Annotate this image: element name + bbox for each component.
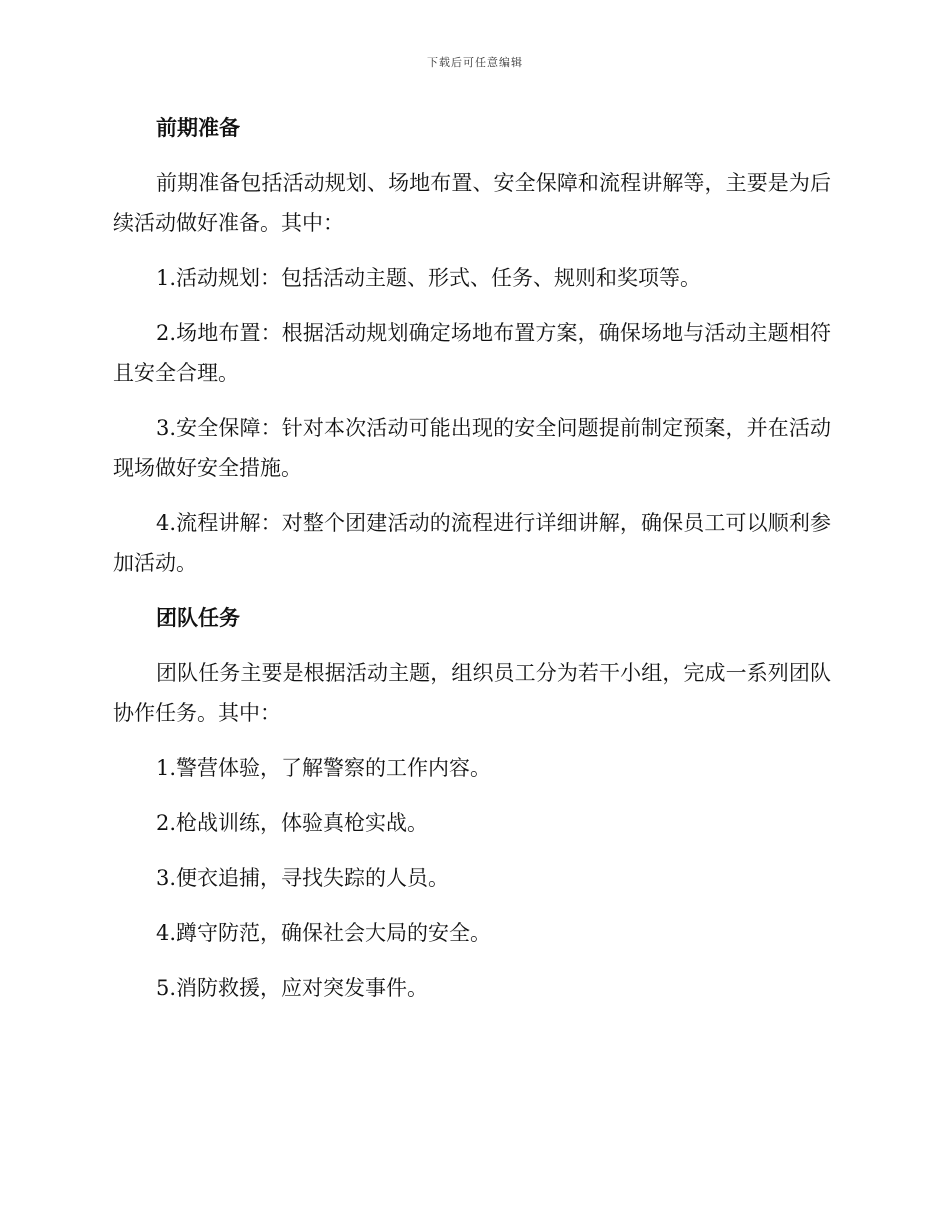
document-body [113,108,831,1023]
list-item: 2.枪战训练，体验真枪实战。 [156,811,429,835]
list-item: 2.场地布置：根据活动规划确定场地布置方案，确保场地与活动主题相符且安全合理。 [113,321,831,385]
paragraph: 前期准备包括活动规划、场地布置、安全保障和流程讲解等，主要是为后续活动做好准备。其中： [113,171,831,235]
page-header-note: 下载后可任意编辑 [427,56,523,69]
list-item: 3.便衣追捕，寻找失踪的人员。 [156,866,450,890]
list-item: 5.消防救援，应对突发事件。 [156,976,429,1000]
list-item: 1.警营体验，了解警察的工作内容。 [156,756,492,780]
list-item: 1.活动规划：包括活动主题、形式、任务、规则和奖项等。 [156,266,702,290]
paragraph: 团队任务主要是根据活动主题，组织员工分为若干小组，完成一系列团队协作任务。其中： [113,661,831,725]
list-item: 3.安全保障：针对本次活动可能出现的安全问题提前制定预案，并在活动现场做好安全措施。 [113,416,831,480]
section-heading-preparation: 前期准备 [156,116,240,140]
section-heading-team-tasks: 团队任务 [156,606,240,630]
list-item: 4.流程讲解：对整个团建活动的流程进行详细讲解，确保员工可以顺利参加活动。 [113,511,831,575]
list-item: 4.蹲守防范，确保社会大局的安全。 [156,921,492,945]
